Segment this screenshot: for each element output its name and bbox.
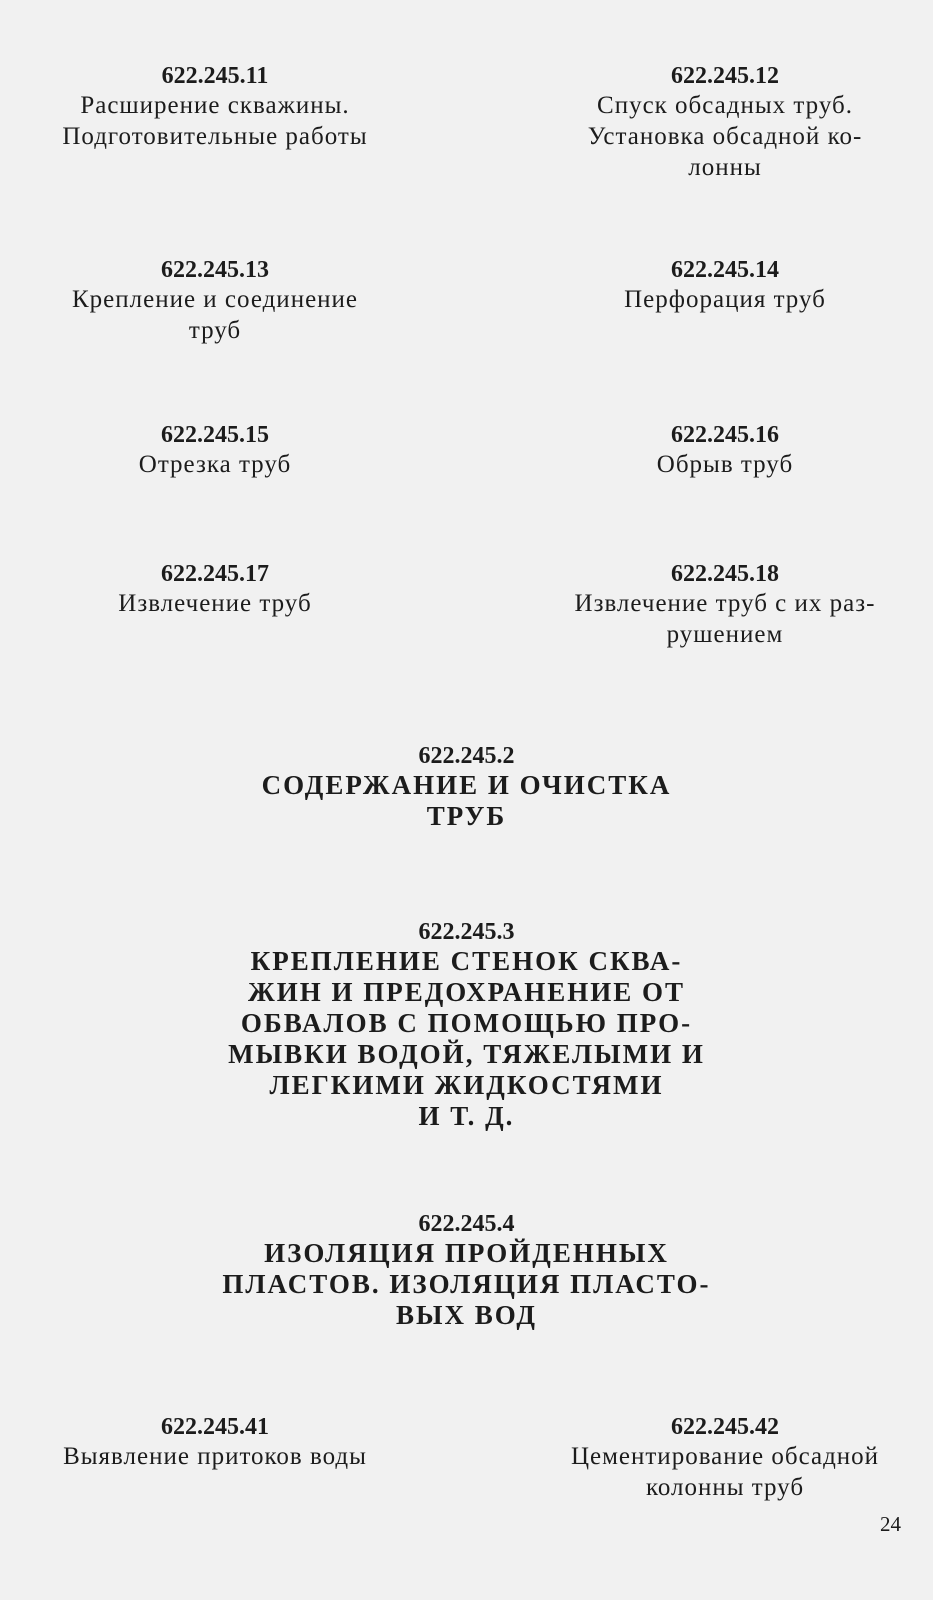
entry-text-line: Цементирование обсадной: [570, 1443, 880, 1470]
section-title-line: ПЛАСТОВ. ИЗОЛЯЦИЯ ПЛАСТО-: [222, 1269, 711, 1299]
entry-text-line: Отрезка труб: [138, 451, 292, 478]
entry-622-245-15: [10, 421, 420, 480]
entry-text-line: Перфорация труб: [624, 286, 826, 313]
entry-code: 622.245.42: [671, 1414, 779, 1440]
entry-622-245-42: [525, 1413, 925, 1503]
entry-text-line: Крепление и соединение: [71, 286, 359, 313]
entry-text-line: труб: [188, 317, 242, 344]
section-title-line: И Т. Д.: [418, 1101, 515, 1131]
section-title-line: МЫВКИ ВОДОЙ, ТЯЖЕЛЫМИ И: [228, 1039, 705, 1069]
entry-code: 622.245.41: [161, 1414, 269, 1440]
entry-text-line: Обрыв труб: [656, 451, 794, 478]
entry-code: 622.245.15: [161, 422, 269, 448]
section-622-245-2: [150, 742, 783, 832]
section-code: 622.245.3: [418, 919, 515, 945]
section-code: 622.245.4: [418, 1211, 515, 1237]
entry-622-245-18: [525, 560, 925, 650]
entry-622-245-14: [525, 256, 925, 315]
section-title-line: ИЗОЛЯЦИЯ ПРОЙДЕННЫХ: [264, 1238, 669, 1268]
entry-622-245-12: [525, 62, 925, 183]
entry-code: 622.245.17: [161, 561, 269, 587]
entry-code: 622.245.18: [671, 561, 779, 587]
section-title-line: ЖИН И ПРЕДОХРАНЕНИЕ ОТ: [248, 977, 685, 1007]
entry-text-line: Подготовительные работы: [62, 123, 368, 150]
section-622-245-4: [150, 1210, 783, 1331]
entry-code: 622.245.11: [161, 63, 269, 89]
entry-text-line: лонны: [688, 154, 762, 181]
page-number: 24: [880, 1512, 901, 1536]
entry-text-line: колонны труб: [645, 1474, 805, 1501]
section-title-line: ТРУБ: [426, 801, 507, 831]
entry-text-line: Расширение скважины.: [80, 92, 350, 119]
entry-text-line: Извлечение труб с их раз-: [574, 590, 876, 617]
entry-622-245-17: [10, 560, 420, 619]
entry-code: 622.245.13: [161, 257, 269, 283]
section-title-line: СОДЕРЖАНИЕ И ОЧИСТКА: [261, 770, 672, 800]
section-title-line: ВЫХ ВОД: [395, 1300, 537, 1330]
section-title-line: ЛЕГКИМИ ЖИДКОСТЯМИ: [269, 1070, 664, 1100]
entry-text-line: Извлечение труб: [118, 590, 312, 617]
entry-622-245-11: [10, 62, 420, 152]
entry-text-line: Выявление притоков воды: [63, 1443, 367, 1470]
section-title-line: КРЕПЛЕНИЕ СТЕНОК СКВА-: [250, 946, 683, 976]
entry-622-245-41: [10, 1413, 420, 1472]
entry-text-line: Спуск обсадных труб.: [597, 92, 853, 119]
entry-code: 622.245.12: [671, 63, 779, 89]
entry-text-line: Установка обсадной ко-: [587, 123, 863, 150]
section-622-245-3: [150, 918, 783, 1132]
section-title-line: ОБВАЛОВ С ПОМОЩЬЮ ПРО-: [240, 1008, 693, 1038]
entry-code: 622.245.14: [671, 257, 779, 283]
entry-code: 622.245.16: [671, 422, 779, 448]
entry-622-245-13: [10, 256, 420, 346]
entry-622-245-16: [525, 421, 925, 480]
section-code: 622.245.2: [418, 743, 515, 769]
entry-text-line: рушением: [666, 621, 784, 648]
